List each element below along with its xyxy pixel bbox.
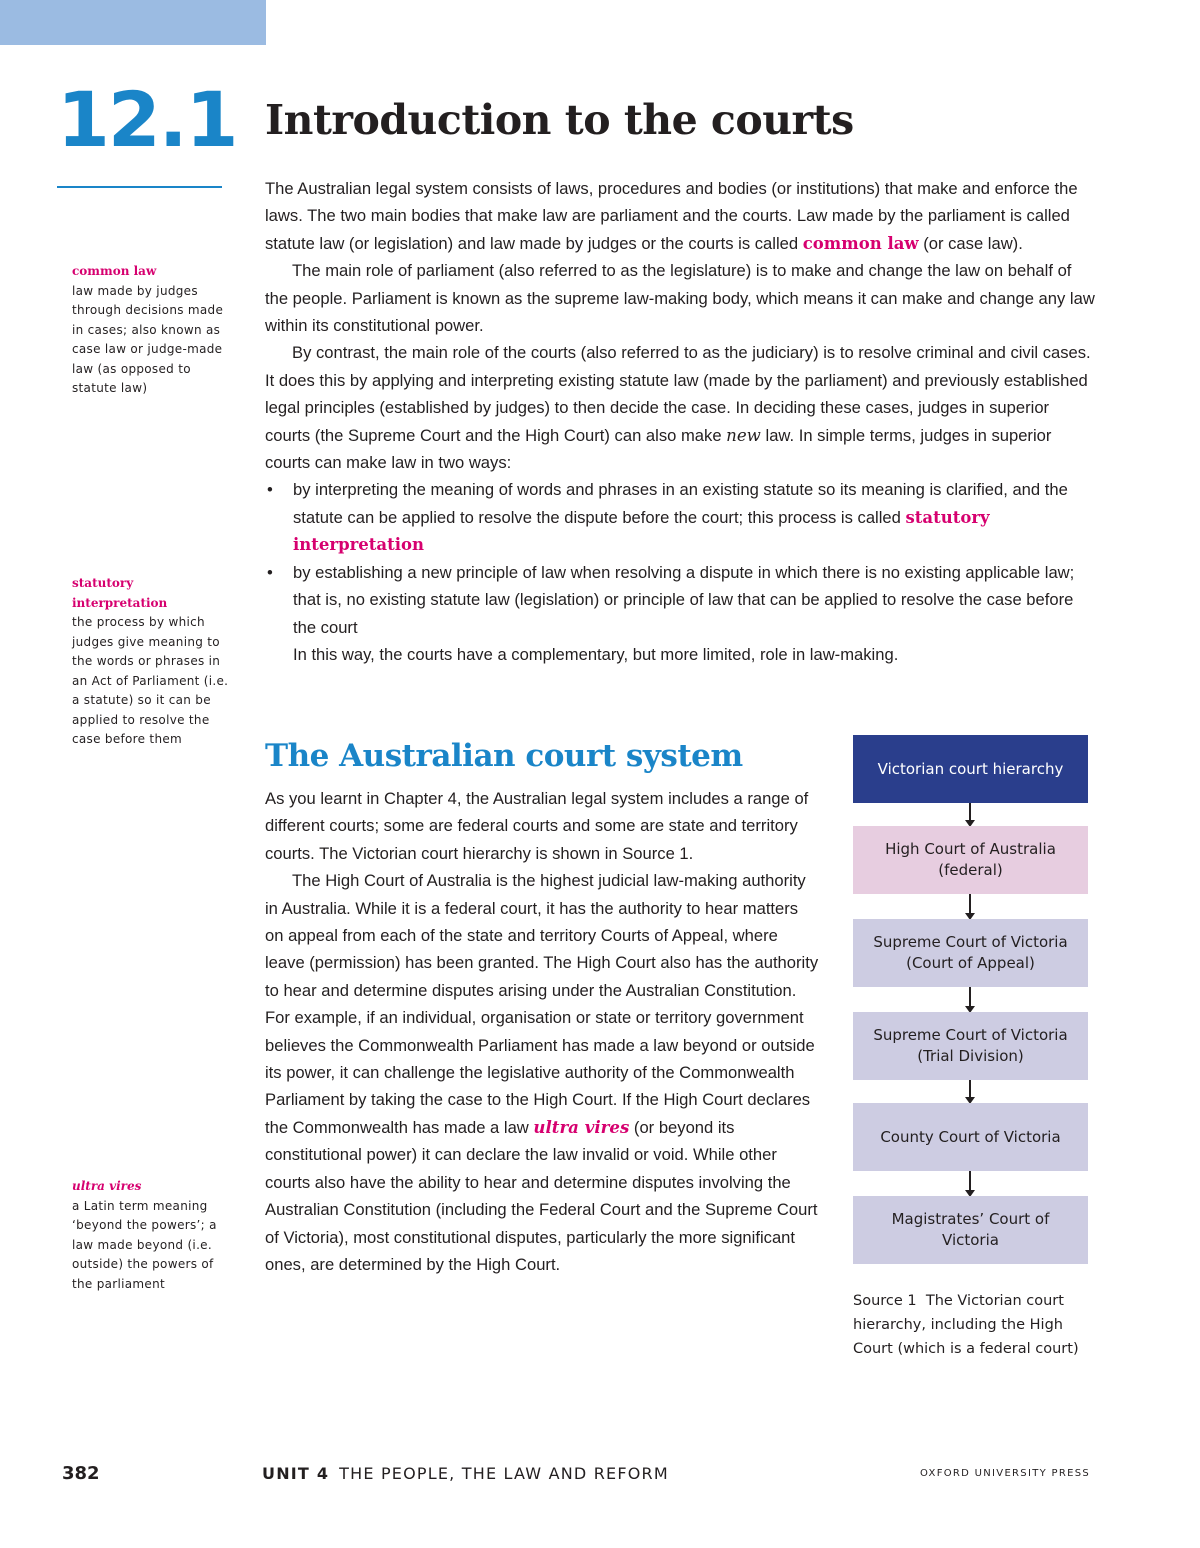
term-ultra-vires: ultra vires — [533, 1116, 630, 1137]
unit-label — [262, 1464, 669, 1483]
intro-p1-text-b: (or case law). — [918, 233, 1023, 253]
hierarchy-level-county-court: County Court of Victoria — [853, 1103, 1088, 1171]
glossary-ultra-vires — [72, 1177, 232, 1294]
intro-p1-text-a: The Australian legal system consists of laws, procedures and bodies (or institutions) that make and enforce the laws. The two main bodies that make law are parliament and the courts. Law made by the parliament is called statute law (or legislation) and law made by judges or the courts is called — [265, 179, 1078, 253]
page-footer — [0, 1463, 1200, 1493]
glossary-definition: law made by judges through decisions made in cases; also known as case law or judge-made law (as opposed to statute law) — [72, 283, 224, 395]
court-p2-text-a: The High Court of Australia is the highest judicial law-making authority in Australia. While it is a federal court, it has the authority to hear matters on appeal from each of the state and territory Courts of Appeal, where leave (permission) has been granted. The High Court also has the authority to hear and determine disputes arising under the Australian Constitution. For example, if an individual, organisation or state or territory government believes the Commonwealth Parliament has made a law beyond or outside its power, it can challenge the legislative authority of the Commonwealth Parliament by taking the case to the High Court. If the High Court declares the Commonwealth has made a law — [265, 871, 819, 1137]
intro-paragraph-3 — [265, 339, 1095, 476]
section-number: 12.1 — [57, 75, 237, 164]
glossary-definition: a Latin term meaning ‘beyond the powers’; a law made beyond (i.e. outside) the powers of the parliament — [72, 1198, 217, 1291]
arrow-down-icon — [969, 894, 971, 918]
hierarchy-level-magistrates-court: Magistrates’ Court of Victoria — [853, 1196, 1088, 1264]
law-making-ways-list — [265, 476, 1095, 640]
page-title: Introduction to the courts — [265, 96, 854, 144]
hierarchy-level-court-of-appeal: Supreme Court of Victoria (Court of Appeal) — [853, 919, 1088, 987]
hierarchy-level-trial-division: Supreme Court of Victoria (Trial Division) — [853, 1012, 1088, 1080]
bullet1-text: by interpreting the meaning of words and phrases in an existing statute so its meaning is clarified, and the statute can be applied to resolve the dispute before the court; this process is called — [293, 480, 1068, 527]
arrow-down-icon — [969, 1171, 971, 1195]
term-statutory-interpretation: statutory interpretation — [293, 507, 990, 555]
intro-p3-text-a: By contrast, the main role of the courts (also referred to as the judiciary) is to resolve criminal and civil cases. It does this by applying and interpreting existing statute law (made by the parliament) and previously established legal principles (established by judges) to then decide the case. In deciding these cases, judges in superior courts (the Supreme Court and the High Court) can also make — [265, 343, 1091, 445]
intro-paragraph-1 — [265, 175, 1095, 257]
list-item: • by establishing a new principle of law when resolving a dispute in which there is no existing applicable law; that is, no existing statute law (legislation) or principle of law that can be applied to resolve the case before the court — [265, 559, 1095, 641]
glossary-statutory-interpretation — [72, 574, 232, 750]
hierarchy-level-high-court: High Court of Australia (federal) — [853, 826, 1088, 894]
glossary-term: common law — [72, 264, 157, 278]
arrow-down-icon — [969, 803, 971, 825]
court-system-paragraph-2 — [265, 867, 820, 1278]
arrow-down-icon — [969, 987, 971, 1011]
intro-text — [265, 175, 1095, 668]
intro-paragraph-2: The main role of parliament (also referred to as the legislature) is to make and change the law on behalf of the people. Parliament is known as the supreme law-making body, which means it can make and change any law within its constitutional power. — [265, 261, 1095, 336]
unit-title: THE PEOPLE, THE LAW AND REFORM — [339, 1464, 669, 1483]
top-color-tab — [0, 0, 266, 45]
figure-caption — [853, 1289, 1098, 1361]
court-p2-text-b: (or beyond its constitutional power) it can declare the law invalid or void. While other courts also have the ability to hear and determine disputes involving the Australian Constitution (including the Federal Court and the Supreme Court of Victoria), most constitutional disputes, particularly the more significant ones, are determined by the High Court. — [265, 1117, 818, 1274]
page-number: 382 — [62, 1463, 100, 1484]
glossary-definition: the process by which judges give meaning to the words or phrases in an Act of Parliament (i.e. a statute) so it can be applied to resolve the case before them — [72, 615, 229, 746]
unit-number: UNIT 4 — [262, 1464, 330, 1483]
glossary-term: statutory interpretation — [72, 576, 168, 610]
hierarchy-title-box: Victorian court hierarchy — [853, 735, 1088, 803]
publisher-name: OXFORD UNIVERSITY PRESS — [920, 1468, 1090, 1479]
intro-p3-text-b: law. In simple terms, judges in superior courts can make law in two ways: — [265, 425, 1052, 473]
court-system-heading: The Australian court system — [265, 738, 743, 774]
intro-p3-emphasis: new — [726, 425, 761, 445]
court-system-text — [265, 785, 820, 1278]
caption-text: The Victorian court hierarchy, including the High Court (which is a federal court) — [853, 1293, 1079, 1357]
section-number-rule — [57, 186, 222, 188]
term-common-law: common law — [802, 233, 919, 253]
court-system-paragraph-1: As you learnt in Chapter 4, the Australian legal system includes a range of different courts; some are federal courts and some are state and territory courts. The Victorian court hierarchy is shown in Source 1. — [265, 789, 809, 863]
intro-closing: In this way, the courts have a complementary, but more limited, role in law-making. — [293, 644, 899, 664]
list-item — [265, 476, 1095, 558]
caption-label: Source 1 — [853, 1293, 917, 1309]
glossary-term: ultra vires — [72, 1179, 142, 1193]
glossary-common-law — [72, 262, 232, 399]
arrow-down-icon — [969, 1080, 971, 1102]
